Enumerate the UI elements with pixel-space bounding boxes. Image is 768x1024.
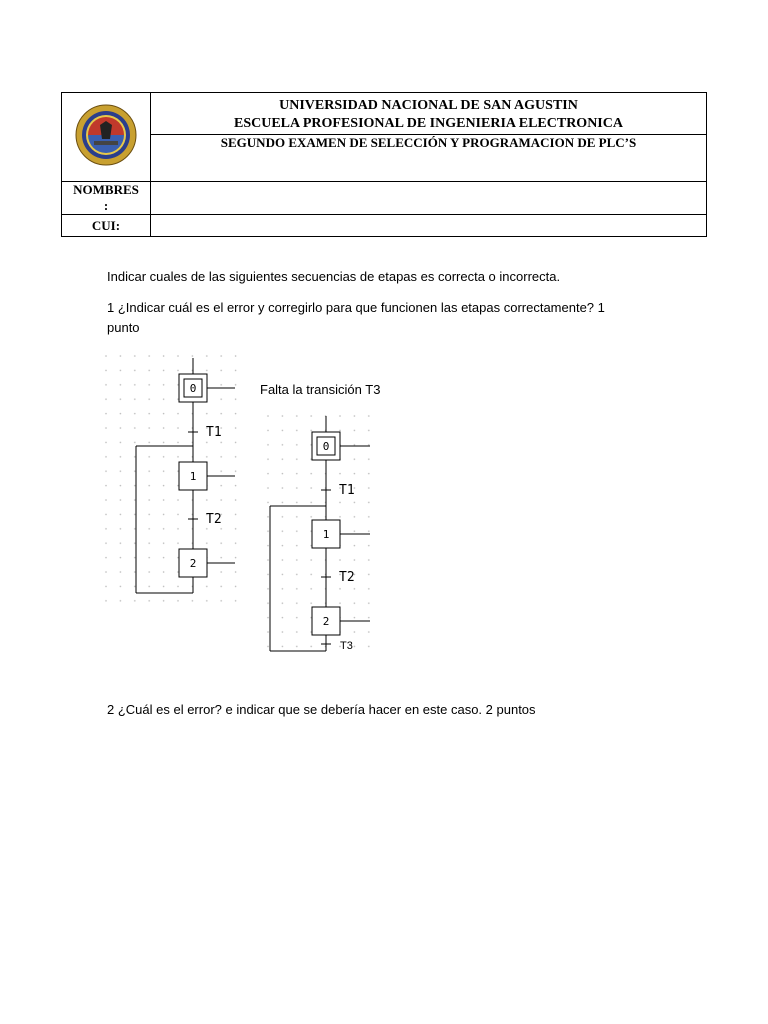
transition-t1-label: T1 <box>339 483 355 498</box>
cui-value-cell[interactable] <box>151 215 707 237</box>
logo-cell <box>62 93 151 182</box>
names-label-cell <box>62 182 151 215</box>
exam-title-cell <box>151 135 707 182</box>
step-2-label: 2 <box>322 615 330 628</box>
names-label: NOMBRES <box>73 182 139 197</box>
university-name: UNIVERSIDAD NACIONAL DE SAN AGUSTIN <box>279 98 578 113</box>
step-0-label: 0 <box>189 382 197 395</box>
step-0-label: 0 <box>322 440 330 453</box>
step-1-label: 1 <box>322 528 330 541</box>
university-seal-icon <box>74 103 138 167</box>
step-2-label: 2 <box>189 557 197 570</box>
question-1-line-2: punto <box>107 320 140 335</box>
instructions-text: Indicar cuales de las siguientes secuencias de etapas es correcta o incorrecta. <box>107 269 561 284</box>
answer-note: Falta la transición T3 <box>260 382 381 397</box>
header-title-cell <box>151 93 707 135</box>
header-table <box>61 92 707 237</box>
cui-label: CUI: <box>62 215 151 237</box>
names-value-cell[interactable] <box>151 182 707 215</box>
question-2-text: 2 ¿Cuál es el error? e indicar que se debería hacer en este caso. 2 puntos <box>107 702 536 717</box>
grid-dots <box>100 350 240 608</box>
step-1-label: 1 <box>189 470 197 483</box>
grafcet-diagram-corrected <box>262 410 382 660</box>
transition-t3-label: T3 <box>340 640 353 652</box>
transition-t2-label: T2 <box>339 570 355 585</box>
exam-title: SEGUNDO EXAMEN DE SELECCIÓN Y PROGRAMACION DE PLC’S <box>220 135 637 150</box>
school-name: ESCUELA PROFESIONAL DE INGENIERIA ELECTRONICA <box>234 116 623 131</box>
transition-t2-label: T2 <box>206 512 222 527</box>
question-1-line-1: 1 ¿Indicar cuál es el error y corregirlo para que funcionen las etapas correctamente? 1 <box>107 300 605 315</box>
grafcet-diagram-incorrect <box>100 350 250 610</box>
transition-t1-label: T1 <box>206 425 222 440</box>
names-colon: : <box>103 198 109 213</box>
